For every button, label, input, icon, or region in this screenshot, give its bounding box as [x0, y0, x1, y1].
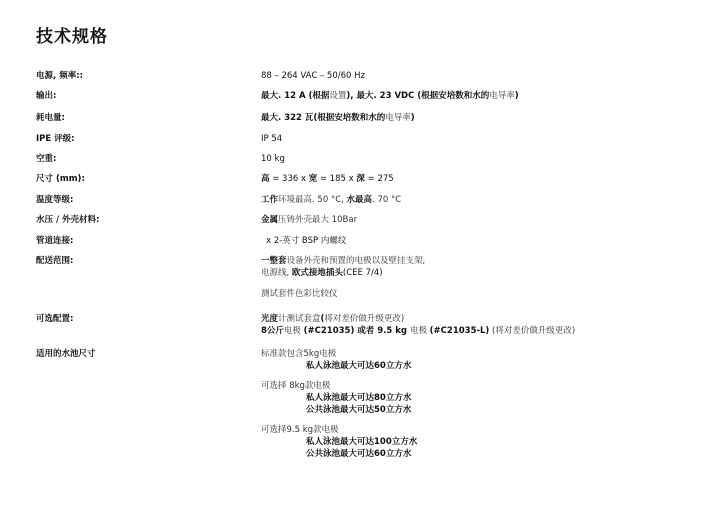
spec-value-part: 将对差价做升级更改)	[324, 314, 405, 324]
page-title: 技术规格	[36, 27, 108, 47]
spec-value-part: 宽	[308, 174, 318, 184]
spec-value-line	[261, 255, 425, 267]
spec-value	[261, 255, 425, 300]
spec-value-part: 电导率	[385, 113, 411, 123]
spec-label: 可选配置:	[36, 314, 74, 324]
spec-value-part: 设备外壳和预置的电极以及壁挂支架,	[286, 256, 426, 266]
spec-value-part: 深	[356, 174, 365, 184]
spec-value-part: 最大. 12 A (根据	[261, 91, 330, 101]
spec-value: 10 kg	[261, 154, 285, 164]
spec-value-part: 欧式接地插头	[291, 268, 343, 278]
pool-block-line: 公共泳池最大可达60立方水	[306, 449, 412, 459]
spec-value-part: (#C21035) 或者 9.5 kg	[303, 326, 410, 336]
spec-value-line	[261, 267, 425, 279]
pool-block-line: 私人泳池最大可达100立方水	[306, 437, 418, 447]
spec-value: 88 – 264 VAC – 50/60 Hz	[261, 71, 365, 81]
spec-value-line	[261, 313, 575, 325]
spec-label: 耗电量:	[36, 113, 65, 123]
spec-value-part: )	[410, 113, 415, 123]
spec-row-delivery	[0, 255, 705, 305]
spec-value-part: 工作	[261, 195, 279, 205]
spec-value	[261, 194, 401, 206]
spec-value-part: = 185 x	[317, 174, 357, 184]
spec-value	[261, 90, 519, 102]
spec-value-part: 8公斤	[261, 326, 284, 336]
spec-value-part: (CEE 7/4)	[342, 268, 383, 278]
spec-label: 电源, 频率::	[36, 71, 83, 81]
spec-value-part: ), 最大. 23 VDC (根据安培数和水的	[346, 91, 490, 101]
spec-value: x 2-英寸 BSP 内螺纹	[266, 236, 347, 246]
spec-label: IPE 评级:	[36, 134, 75, 144]
spec-value: IP 54	[261, 134, 283, 144]
pool-block-title: 可选择 8kg款电极	[261, 381, 331, 391]
spec-row-optional	[0, 313, 705, 341]
spec-label: 尺寸 (mm):	[36, 174, 85, 184]
spec-label: 适用的水池尺寸	[36, 349, 96, 359]
spec-label: 管道连接:	[36, 236, 74, 246]
spec-label: 水压 / 外壳材料:	[36, 215, 100, 225]
spec-label: 配送范围:	[36, 256, 74, 266]
spec-value-part: 电源线,	[261, 268, 292, 278]
spec-value-part: 高	[261, 174, 270, 184]
spec-value-line	[261, 325, 575, 337]
spec-value-line: 测试套件色彩比较仪	[261, 289, 338, 299]
spec-value-part: 电极	[409, 326, 430, 336]
spec-label: 空重:	[36, 154, 57, 164]
spec-value-part: (#C21035-L)	[429, 326, 490, 336]
spec-row-pool-size	[0, 348, 705, 478]
spec-label: 温度等级:	[36, 195, 74, 205]
spec-value-part: 金属	[261, 215, 279, 225]
spec-value-part: = 336 x	[269, 174, 309, 184]
spec-value-part: 设置	[329, 91, 347, 101]
spec-label: 输出:	[36, 91, 57, 101]
spec-value	[261, 313, 575, 337]
spec-value-part: )	[514, 91, 519, 101]
pool-block-title: 可选择9.5 kg款电极	[261, 425, 339, 435]
spec-value-part: . 70 °C	[372, 195, 402, 205]
pool-block-title: 标准款包含5kg电极	[261, 349, 337, 359]
spec-value-part: 电导率	[489, 91, 515, 101]
spec-value	[261, 348, 417, 460]
spec-value	[261, 214, 357, 226]
spec-value-part: 环境最高. 50 °C,	[278, 195, 347, 205]
spec-value-part: 最大. 322 瓦(根据安培数和水的	[261, 113, 386, 123]
spec-value-part: 电极	[283, 326, 304, 336]
spec-value-part: = 275	[364, 174, 394, 184]
spec-value	[261, 112, 415, 124]
pool-block-line: 公共泳池最大可达50立方水	[306, 405, 412, 415]
spec-value-part: 一整套	[261, 256, 287, 266]
spec-value-part: 光度	[261, 314, 279, 324]
pool-block-line: 私人泳池最大可达80立方水	[306, 393, 412, 403]
spec-value-part: 计测试套盒	[278, 314, 321, 324]
spec-value	[261, 173, 394, 185]
spec-value-part: 压铸外壳最大 10Bar	[278, 215, 358, 225]
spec-value-part: (将对差价做升级更改)	[489, 326, 576, 336]
pool-block-line: 私人泳池最大可达60立方水	[306, 361, 412, 371]
spec-value-part: 水最高	[346, 195, 373, 205]
spec-value-part: (	[320, 314, 325, 324]
